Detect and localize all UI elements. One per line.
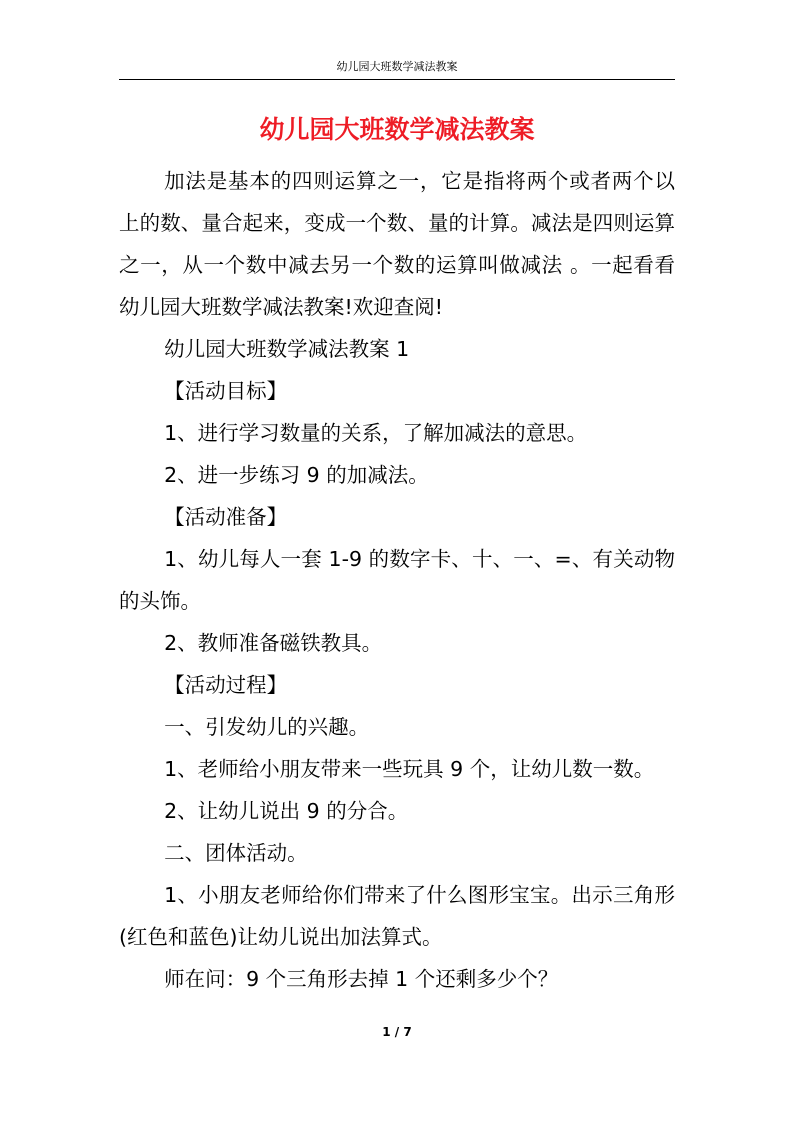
running-header: 幼儿园大班数学减法教案: [336, 60, 458, 73]
process-item-1: 1、老师给小朋友带来一些玩具 9 个，让幼儿数一数。: [164, 757, 655, 781]
document-body: [119, 160, 675, 1000]
process-step-heading-1: 一、引发幼儿的兴趣。: [164, 715, 370, 739]
teacher-question: 师在问：9 个三角形去掉 1 个还剩多少个？: [164, 967, 559, 991]
process-item-2: 2、让幼儿说出 9 的分合。: [164, 799, 409, 823]
process-item-3: 1、小朋友老师给你们带来了什么图形宝宝。出示三角形(红色和蓝色)让幼儿说出加法算式。: [119, 883, 675, 949]
section-heading-goals: 【活动目标】: [164, 379, 288, 403]
goal-item-2: 2、进一步练习 9 的加减法。: [164, 463, 429, 487]
section-heading-preparation: 【活动准备】: [164, 505, 288, 529]
preparation-item-1: 1、幼儿每人一套 1-9 的数字卡、十、一、=、有关动物的头饰。: [119, 547, 675, 613]
document-title: 幼儿园大班数学减法教案: [259, 115, 535, 144]
page-number: 1 / 7: [382, 1025, 412, 1039]
goal-item-1: 1、进行学习数量的关系，了解加减法的意思。: [164, 421, 588, 445]
header-divider: [119, 79, 675, 80]
intro-paragraph: 加法是基本的四则运算之一，它是指将两个或者两个以上的数、量合起来，变成一个数、量的计算。减法是四则运算之一，从一个数中减去另一个数的运算叫做减法 。一起看看幼儿园大班数学减法教案!欢迎查阅!: [119, 169, 675, 319]
section-heading-plan-1: 幼儿园大班数学减法教案 1: [164, 337, 410, 361]
process-step-heading-2: 二、团体活动。: [164, 841, 308, 865]
section-heading-process: 【活动过程】: [164, 673, 288, 697]
preparation-item-2: 2、教师准备磁铁教具。: [164, 631, 383, 655]
